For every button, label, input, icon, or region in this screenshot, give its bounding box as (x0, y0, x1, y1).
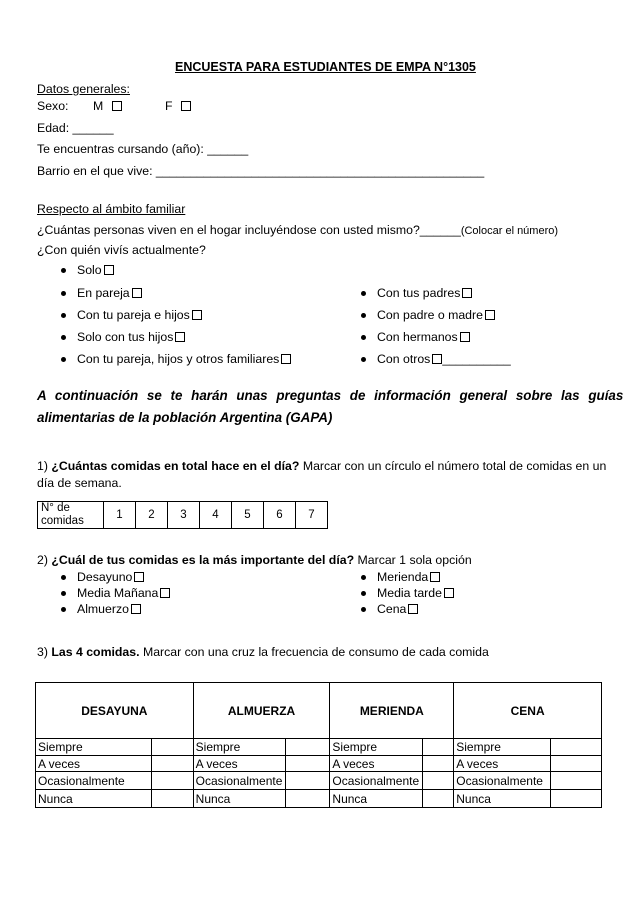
bullet (361, 591, 366, 596)
q1-number-value: 6 (276, 509, 283, 521)
option-checkbox[interactable] (430, 572, 440, 582)
option-checkbox[interactable] (462, 288, 472, 298)
bullet (361, 357, 366, 362)
frequency-text: Siempre (332, 740, 378, 754)
frequency-label (454, 790, 551, 808)
q2-question (37, 553, 472, 567)
frequency-label (330, 772, 423, 790)
q2-option-cena[interactable] (377, 602, 418, 616)
option-pareja-hijos-familiares[interactable] (77, 352, 291, 366)
option-checkbox[interactable] (485, 310, 495, 320)
sexo-m-label: M (93, 99, 104, 113)
q1-table-label-line1: N° de (41, 502, 70, 514)
frequency-text: Nunca (195, 791, 231, 806)
bullet (61, 291, 66, 296)
bullet (61, 335, 66, 340)
q2-option-media-tarde[interactable] (377, 586, 454, 600)
q1-number-cell[interactable] (296, 502, 328, 529)
option-checkbox[interactable] (104, 265, 114, 275)
mark-cell[interactable] (285, 756, 330, 772)
option-label: Con tus padres (377, 286, 461, 300)
personas-question[interactable] (37, 223, 558, 237)
otros-blank[interactable]: __________ (442, 352, 511, 366)
mark-cell[interactable] (423, 772, 454, 790)
curso-field[interactable]: Te encuentras cursando (año): ______ (37, 142, 249, 156)
meal-header-label: DESAYUNA (81, 703, 148, 718)
q1-number: 1) (37, 459, 48, 473)
familiar-heading: Respecto al ámbito familiar (37, 202, 186, 216)
mark-cell[interactable] (551, 772, 602, 790)
q2-bold: ¿Cuál de tus comidas es la más importante del día? (51, 553, 355, 567)
frequency-text: Siempre (456, 740, 501, 754)
option-checkbox[interactable] (134, 572, 144, 582)
frequency-text: Ocasionalmente (456, 773, 543, 788)
q1-number-value: 4 (212, 509, 219, 521)
option-label: Desayuno (77, 570, 133, 584)
option-padres[interactable] (377, 286, 472, 300)
bullet (61, 575, 66, 580)
gapa-heading-line2: alimentarias de la población Argentina (GAPA) (37, 410, 333, 425)
meal-header-label: MERIENDA (359, 703, 424, 718)
mark-cell[interactable] (151, 756, 193, 772)
q2-rest: Marcar 1 sola opción (354, 553, 472, 567)
con-quien-question: ¿Con quién vivís actualmente? (37, 243, 206, 257)
bullet (361, 335, 366, 340)
q2-option-almuerzo[interactable] (77, 602, 141, 616)
frequency-label (36, 772, 152, 790)
option-label: Media Mañana (77, 586, 159, 600)
option-label: Almuerzo (77, 602, 129, 616)
q1-question (37, 459, 606, 473)
mark-cell[interactable] (551, 756, 602, 772)
q3-number: 3) (37, 645, 48, 659)
q1-number-value: 5 (244, 509, 251, 521)
frequency-text: Nunca (38, 791, 73, 806)
option-label: Con otros (377, 352, 431, 366)
q1-table-label (38, 502, 104, 529)
q3-bold: Las 4 comidas. (51, 645, 140, 659)
frequency-text: Ocasionalmente (332, 773, 420, 788)
page-title: ENCUESTA PARA ESTUDIANTES DE EMPA N°1305 (175, 60, 476, 74)
frequency-text: Nunca (332, 791, 368, 806)
q3-question (37, 645, 489, 659)
frequency-label (36, 756, 152, 772)
mark-cell[interactable] (151, 739, 193, 756)
mark-cell[interactable] (423, 756, 454, 772)
frequency-label (193, 772, 285, 790)
mark-cell[interactable] (285, 739, 330, 756)
q1-table (37, 501, 328, 529)
q1-table-label-line2: comidas (41, 515, 84, 527)
option-label: Con hermanos (377, 330, 458, 344)
sexo-row (37, 99, 68, 113)
option-solo-hijos[interactable] (77, 330, 185, 344)
table-row (36, 772, 602, 790)
bullet (61, 268, 66, 273)
frequency-label (36, 790, 152, 808)
q1-number-cell[interactable] (136, 502, 168, 529)
q1-rest: Marcar con un círculo el número total de comidas en un (299, 459, 607, 473)
q1-number-cell[interactable] (232, 502, 264, 529)
frequency-text: A veces (38, 756, 81, 771)
option-checkbox[interactable] (460, 332, 470, 342)
frequency-label (193, 739, 285, 756)
general-heading: Datos generales: (37, 82, 130, 96)
option-checkbox[interactable] (131, 604, 141, 614)
frequency-text: A veces (456, 756, 499, 771)
frequency-text: Ocasionalmente (38, 773, 125, 788)
meal-header-label: CENA (510, 703, 545, 718)
q1-line2: día de semana. (37, 476, 122, 490)
meal-header (193, 683, 330, 739)
option-checkbox[interactable] (132, 288, 142, 298)
q1-number-value: 7 (308, 509, 315, 521)
option-pareja-hijos[interactable] (77, 308, 202, 322)
option-label: Media tarde (377, 586, 442, 600)
bullet (361, 607, 366, 612)
option-solo[interactable] (77, 263, 114, 277)
option-label: Solo con tus hijos (77, 330, 174, 344)
option-label: En pareja (77, 286, 130, 300)
q2-option-merienda[interactable] (377, 570, 440, 584)
mark-cell[interactable] (285, 772, 330, 790)
q2-option-media-manana[interactable] (77, 586, 170, 600)
q3-table (35, 682, 602, 808)
option-checkbox[interactable] (175, 332, 185, 342)
frequency-label (330, 790, 423, 808)
q2-number: 2) (37, 553, 48, 567)
option-checkbox[interactable] (160, 588, 170, 598)
bullet (361, 313, 366, 318)
option-en-pareja[interactable] (77, 286, 142, 300)
q1-number-value: 1 (116, 509, 123, 521)
gapa-heading-line1: A continuación se te harán unas preguntas de información general sobre las guías (37, 388, 624, 403)
frequency-label (193, 790, 285, 808)
q1-bold: ¿Cuántas comidas en total hace en el día? (51, 459, 300, 473)
meal-header (454, 683, 602, 739)
barrio-field[interactable]: Barrio en el que vive: ________________________________________________ (37, 164, 485, 178)
option-checkbox[interactable] (408, 604, 418, 614)
bullet (361, 291, 366, 296)
sexo-f-label: F (165, 99, 173, 113)
q2-option-desayuno[interactable] (77, 570, 144, 584)
frequency-label (454, 739, 551, 756)
mark-cell[interactable] (151, 772, 193, 790)
mark-cell[interactable] (551, 790, 602, 808)
frequency-label (454, 756, 551, 772)
option-label: Con tu pareja e hijos (77, 308, 190, 322)
mark-cell[interactable] (423, 739, 454, 756)
table-row (36, 790, 602, 808)
q1-number-cell[interactable] (200, 502, 232, 529)
frequency-text: Ocasionalmente (195, 773, 283, 788)
frequency-text: Siempre (38, 740, 83, 754)
frequency-text: A veces (195, 756, 238, 771)
q1-number-cell[interactable] (264, 502, 296, 529)
frequency-text: Nunca (456, 791, 491, 806)
q1-number-value: 2 (148, 509, 155, 521)
mark-cell[interactable] (285, 790, 330, 808)
frequency-label (330, 739, 423, 756)
mark-cell[interactable] (423, 790, 454, 808)
meal-header-label: ALMUERZA (227, 703, 296, 718)
q3-rest: Marcar con una cruz la frecuencia de consumo de cada comida (139, 645, 489, 659)
frequency-text: Siempre (195, 740, 241, 754)
bullet (61, 357, 66, 362)
option-checkbox[interactable] (281, 354, 291, 364)
table-row (36, 739, 602, 756)
option-padre-madre[interactable] (377, 308, 495, 322)
frequency-label (193, 756, 285, 772)
table-row (36, 756, 602, 772)
bullet (61, 313, 66, 318)
bullet (361, 575, 366, 580)
frequency-label (330, 756, 423, 772)
option-hermanos[interactable] (377, 330, 470, 344)
q1-number-cell[interactable] (104, 502, 136, 529)
option-checkbox[interactable] (444, 588, 454, 598)
option-checkbox[interactable] (192, 310, 202, 320)
edad-field[interactable]: Edad: ______ (37, 121, 114, 135)
option-checkbox[interactable] (432, 354, 442, 364)
personas-question-text: ¿Cuántas personas viven en el hogar incluyéndose con usted mismo?______ (37, 223, 461, 237)
option-otros[interactable] (377, 352, 511, 366)
option-label: Merienda (377, 570, 429, 584)
meal-header (36, 683, 194, 739)
option-label: Solo (77, 263, 102, 277)
option-label: Con padre o madre (377, 308, 483, 322)
frequency-label (454, 772, 551, 790)
sexo-m-checkbox[interactable] (112, 101, 122, 111)
meal-header (330, 683, 454, 739)
mark-cell[interactable] (551, 739, 602, 756)
option-label: Con tu pareja, hijos y otros familiares (77, 352, 280, 366)
frequency-label (36, 739, 152, 756)
bullet (61, 591, 66, 596)
q1-number-cell[interactable] (168, 502, 200, 529)
sexo-m-option[interactable] (93, 99, 122, 113)
bullet (61, 607, 66, 612)
frequency-text: A veces (332, 756, 375, 771)
q1-number-value: 3 (180, 509, 187, 521)
sexo-f-checkbox[interactable] (181, 101, 191, 111)
sexo-label: Sexo: (37, 99, 69, 113)
option-label: Cena (377, 602, 407, 616)
mark-cell[interactable] (151, 790, 193, 808)
personas-question-note: (Colocar el número) (460, 225, 559, 237)
sexo-f-option[interactable] (165, 99, 191, 113)
